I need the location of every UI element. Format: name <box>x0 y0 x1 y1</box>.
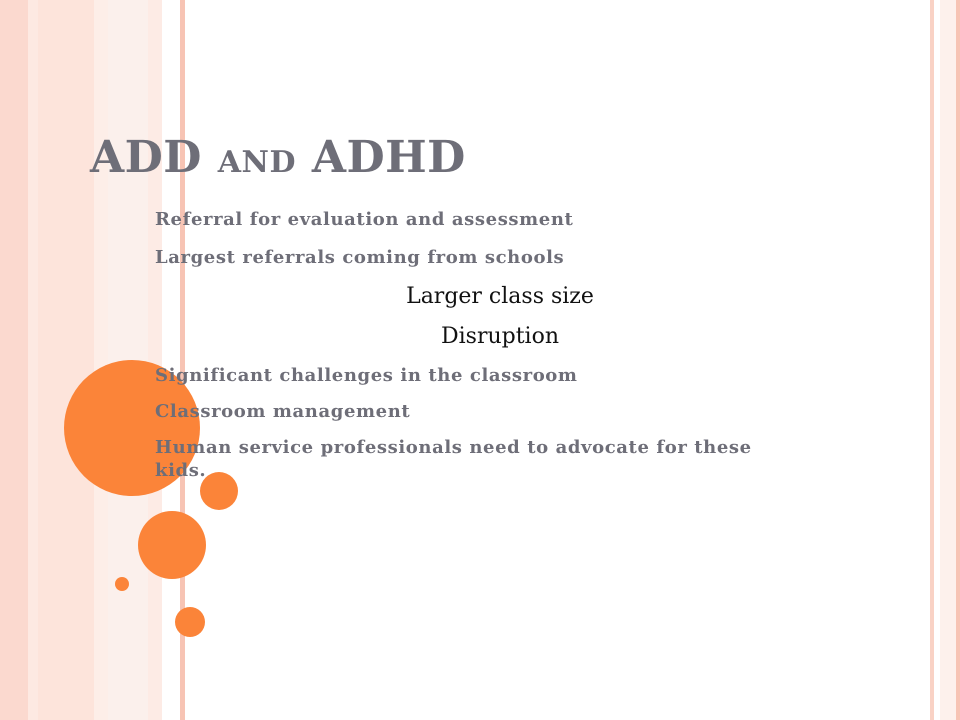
title-part: ADHD <box>296 132 466 183</box>
decorative-stripe <box>38 0 94 720</box>
decorative-stripe <box>930 0 934 720</box>
decorative-circle <box>138 511 206 579</box>
slide-title <box>90 132 890 183</box>
bullet-item: Human service professionals need to advocate for these kids. <box>155 437 752 481</box>
decorative-stripe <box>28 0 38 720</box>
bullet-item: Referral for evaluation and assessment <box>155 209 574 230</box>
title-part: ADD <box>90 132 218 183</box>
decorative-circle-small <box>115 577 129 591</box>
decorative-stripe <box>148 0 162 720</box>
title-part-small: AND <box>217 145 296 180</box>
bullet-item: Largest referrals coming from schools <box>155 247 565 268</box>
sub-item: Disruption <box>440 324 560 349</box>
decorative-stripe <box>956 0 960 720</box>
decorative-stripe <box>94 0 108 720</box>
decorative-circle <box>175 607 205 637</box>
bullet-item: Significant challenges in the classroom <box>155 365 578 386</box>
decorative-stripe <box>0 0 28 720</box>
bullet-item: Classroom management <box>155 401 411 422</box>
sub-item: Larger class size <box>406 284 594 309</box>
